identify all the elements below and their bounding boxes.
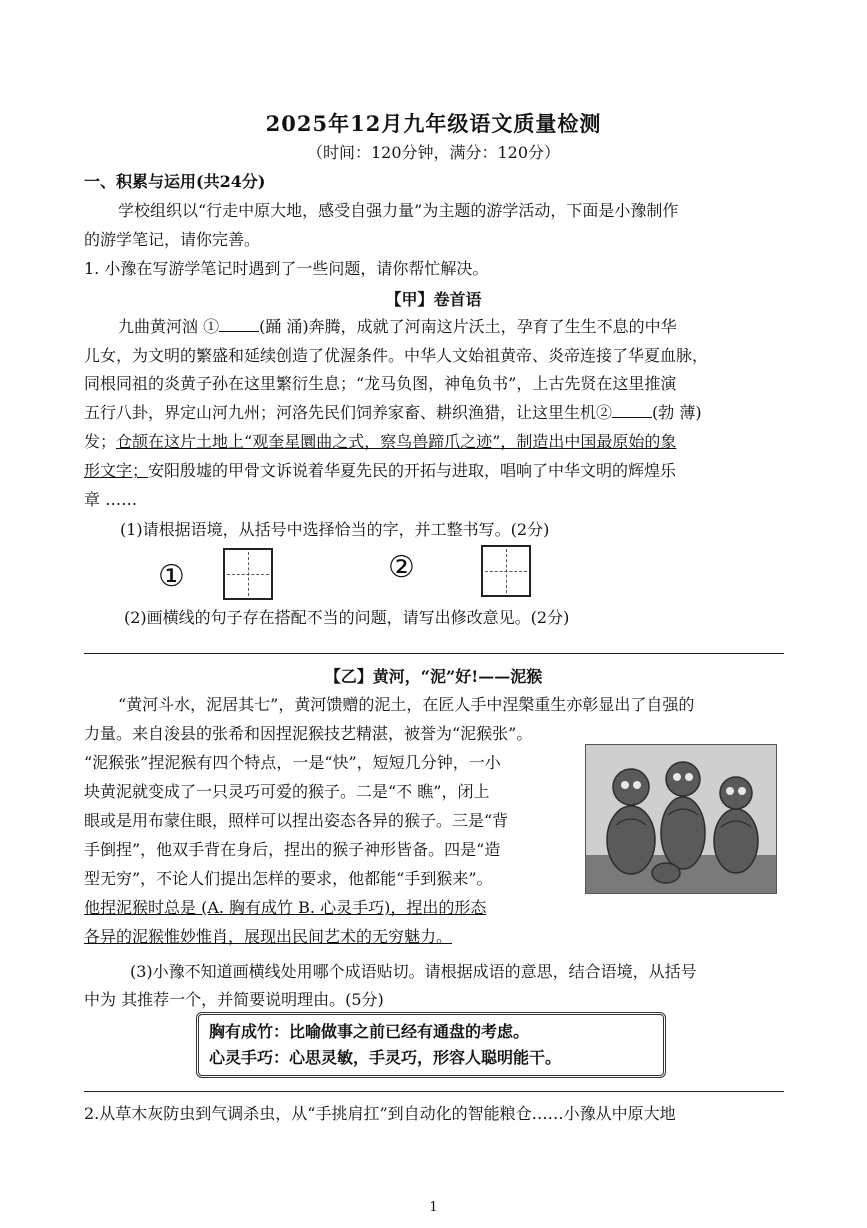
jia-line-5a: 发； [84,432,117,451]
yi-line-4: 块黄泥就变成了一只灵巧可爱的猴子。二是“不 瞧”，闭上 [84,782,490,801]
intro-line-1: 学校组织以“行走中原大地，感受自强力量”为主题的游学活动，下面是小豫制作 [118,201,679,220]
divider-1 [84,653,784,654]
intro-line-2: 的游学笔记，请你完善。 [84,230,261,249]
yi-line-3: “泥猴张”捏泥猴有四个特点，一是“快”，短短几分钟，一小 [84,753,501,772]
section-heading: 一、积累与运用(共24分) [84,172,266,191]
question-1-1: (1)请根据语境，从括号中选择恰当的字，并工整书写。(2分) [120,520,550,539]
divider-2 [84,1091,784,1092]
yi-line-9-underlined: 各异的泥猴惟妙惟肖，展现出民间艺术的无穷魅力。 [84,927,453,946]
circle-one-label: ① [158,559,185,594]
jia-line-1b: (踊 涌)奔腾，成就了河南这片沃土，孕育了生生不息的中华 [259,317,677,336]
yi-line-2: 力量。来自浚县的张希和因捏泥猴技艺精湛，被誉为“泥猴张”。 [84,724,533,743]
underlined-sentence-part-2: 形文字； [84,461,149,480]
jia-line-1a: 九曲黄河汹 ① [118,317,220,336]
idiom-definition-2: 心灵手巧：心思灵敏，手灵巧，形容人聪明能干。 [209,1048,562,1067]
yi-line-8-underlined: 他捏泥猴时总是 (A. 胸有成竹 B. 心灵手巧)，捏出的形态 [84,898,487,917]
idiom-definition-1: 胸有成竹：比喻做事之前已经有通盘的考虑。 [209,1022,530,1041]
jia-line-7: 章 …… [84,490,138,509]
yi-line-6: 手倒捏”，他双手背在身后，捏出的猴子神形皆备。四是“造 [84,840,501,859]
yi-line-5: 眼或是用布蒙住眼，照样可以捏出姿态各异的猴子。三是“背 [84,811,509,830]
question-2: 2.从草木灰防虫到气调杀虫，从“手挑肩扛”到自动化的智能粮仓……小豫从中原大地 [84,1104,676,1123]
jia-line-5 [84,432,676,452]
jia-line-4a: 五行八卦，界定山河九州；河洛先民们饲养家畜、耕织渔猎，让这里生机② [84,403,613,422]
question-1-2: (2)画横线的句子存在搭配不当的问题，请写出修改意见。(2分) [124,608,570,627]
jia-line-3: 同根同祖的炎黄子孙在这里繁衍生息；“龙马负图，神龟负书”，上古先贤在这里推演 [84,374,677,393]
underlined-sentence-part-1: 仓颉在这片土地上“观奎星圜曲之式，察鸟兽蹄爪之迹”，制造出中国最原始的象 [116,432,677,451]
answer-box-2[interactable] [481,545,531,597]
jia-line-2: 儿女，为文明的繁盛和延续创造了优渥条件。中华人文始祖黄帝、炎帝连接了华夏血脉， [84,346,709,365]
exam-info: （时间：120分钟，满分：120分） [306,143,561,162]
idiom-definition-box [196,1012,666,1078]
question-1-3-line-1: (3)小豫不知道画横线处用哪个成语贴切。请根据成语的意思，结合语境，从括号 [130,962,697,981]
page-title: 2025年12月九年级语文质量检测 [265,111,602,136]
jia-line-4b: (勃 薄) [652,403,702,422]
jia-line-1 [118,317,677,337]
blank-2[interactable] [612,403,652,418]
yi-line-1: “黄河斗水，泥居其七”，黄河馈赠的泥土，在匠人手中涅槃重生亦彰显出了自强的 [118,695,695,714]
jia-line-6b: 安阳殷墟的甲骨文诉说着华夏先民的开拓与进取，唱响了中华文明的辉煌乐 [148,461,677,480]
jia-line-4 [84,403,702,423]
clay-monkey-illustration [586,745,776,893]
jia-heading: 【甲】卷首语 [385,290,482,309]
blank-1[interactable] [219,317,259,332]
answer-box-1[interactable] [223,548,273,600]
yi-heading: 【乙】黄河，“泥”好!——泥猴 [324,667,543,686]
circle-two-label: ② [388,550,415,585]
clay-monkey-photo [585,744,777,894]
page-number: 1 [429,1200,438,1215]
yi-line-7: 型无穷”，不论人们提出怎样的要求，他都能“手到猴来”。 [84,869,493,888]
question-1: 1. 小豫在写游学笔记时遇到了一些问题，请你帮忙解决。 [84,259,489,278]
question-1-3-line-2: 中为 其推荐一个，并简要说明理由。(5分) [84,990,384,1009]
jia-line-6 [84,461,676,481]
